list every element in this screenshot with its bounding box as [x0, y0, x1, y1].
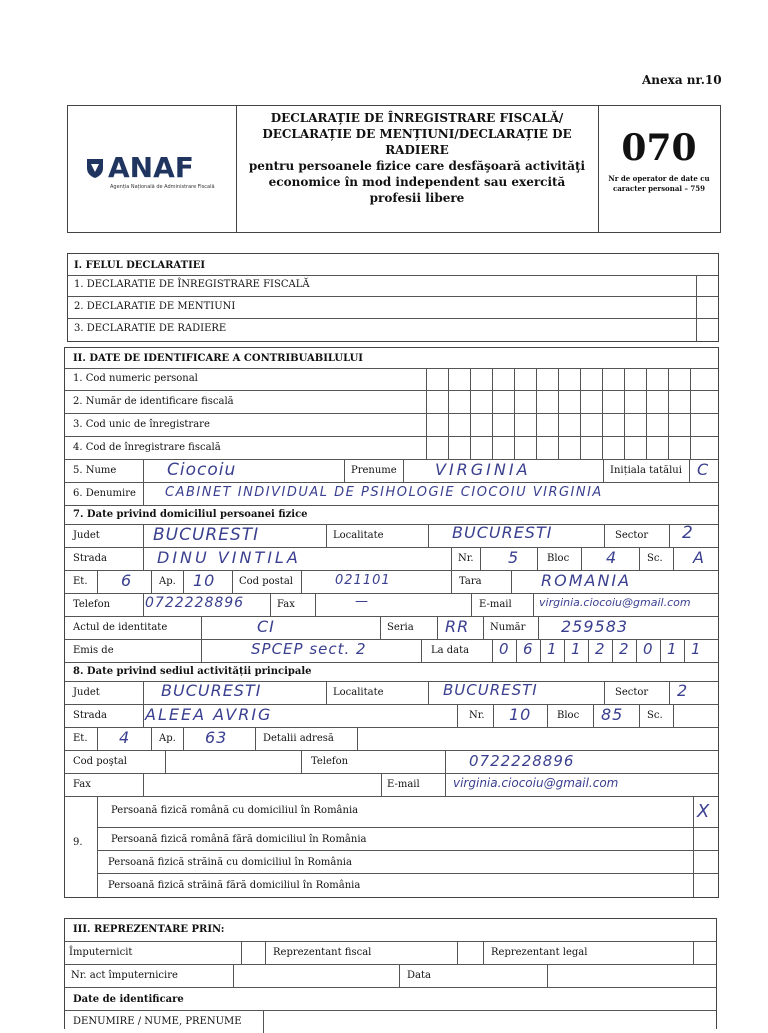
sediu-judet-field[interactable]: BUCURESTI — [161, 681, 262, 700]
section1-title: I. FELUL DECLARATIEI — [74, 260, 206, 271]
la-data-digit: 1 — [667, 640, 678, 658]
la-data-digit: 6 — [523, 640, 534, 658]
logo-cell — [68, 106, 237, 232]
tara-field[interactable]: ROMANIA — [541, 571, 632, 590]
declaration-type-row[interactable]: 2. DECLARATIE DE MENTIUNI — [68, 297, 718, 319]
section3-title: III. REPREZENTARE PRIN: — [73, 924, 225, 935]
item9-option[interactable]: Persoană fizică străină cu domiciliul în România — [97, 851, 718, 874]
sediu-localitate-field[interactable]: BUCURESTI — [443, 681, 538, 699]
item9-option[interactable]: Persoană fizică română cu domiciliul în România X — [97, 797, 718, 828]
sediu-ap-field[interactable]: 63 — [205, 728, 228, 747]
act-imputernicire-row: Nr. act împuternicire Data — [65, 965, 716, 988]
sediu-email-field[interactable]: virginia.ciocoiu@gmail.com — [453, 776, 619, 790]
sediu-sector-field[interactable]: 2 — [677, 681, 689, 700]
sediu-strada-field[interactable]: ALEEA AVRIG — [145, 705, 273, 724]
sediu-cod-postal-row: Cod poştal Telefon 0722228896 — [65, 751, 718, 774]
section-date-identificare — [64, 347, 719, 898]
reprezentare-tip-row: Împuternicit Reprezentant fiscal Reprezentant legal — [65, 942, 716, 965]
la-data-digit: 2 — [619, 640, 630, 658]
declaration-type-row[interactable]: 1. DECLARATIE DE ÎNREGISTRARE FISCALĂ — [68, 275, 718, 297]
form-subtitle: pentru persoanele fizice care desfăşoară activităţi economice în mod independent sau exercită profesii libere — [248, 159, 586, 205]
item9-option[interactable]: Persoană fizică română fără domiciliul în România — [97, 828, 718, 851]
la-data-digit: 1 — [691, 640, 702, 658]
code-cell — [598, 106, 720, 232]
la-data-digit: 0 — [499, 640, 510, 658]
domiciliu-telefon-row: Telefon 0722228896 Fax — E-mail virginia.ciocoiu@gmail.com — [65, 594, 718, 617]
annex-label: Anexa nr.10 — [642, 73, 722, 87]
sediu-nr-field[interactable]: 10 — [509, 705, 532, 724]
cif-row[interactable]: 4. Cod de înregistrare fiscală — [65, 437, 718, 460]
la-data-digit: 0 — [643, 640, 654, 658]
initiala-field[interactable]: C — [697, 460, 710, 479]
numar-field[interactable]: 259583 — [561, 617, 629, 636]
cod-postal-field[interactable]: 021101 — [335, 573, 391, 588]
strada-field[interactable]: DINU VINTILA — [157, 548, 301, 567]
cui-row[interactable]: 3. Cod unic de înregistrare — [65, 414, 718, 437]
denumire-reprezentant-row: DENUMIRE / NUME, PRENUME — [65, 1011, 716, 1033]
fax-field[interactable]: — — [355, 594, 369, 609]
code-digit-grid[interactable] — [426, 368, 712, 460]
sediu-fax-row: Fax E-mail virginia.ciocoiu@gmail.com — [65, 774, 718, 797]
form-title: DECLARAȚIE DE ÎNREGISTRARE FISCALĂ/ DECLARAȚIE DE MENȚIUNI/DECLARAȚIE DE RADIERE — [262, 111, 572, 157]
la-data-digit: 1 — [547, 640, 558, 658]
emis-de-row: Emis de SPCEP sect. 2 La data 0 6 1 1 2 2 0 1 1 — [65, 640, 718, 663]
sediu-strada-row: Strada ALEEA AVRIG Nr. 10 Bloc 85 Sc. — [65, 705, 718, 728]
logo-subtitle: Agenția Națională de Administrare Fiscală — [110, 184, 215, 190]
date-identificare-title: Date de identificare — [73, 994, 184, 1005]
la-data-digit: 1 — [571, 640, 582, 658]
nume-field[interactable]: Ciocoiu — [167, 460, 237, 480]
imputernicit-checkbox[interactable] — [265, 942, 266, 964]
nif-row[interactable]: 2. Număr de identificare fiscală — [65, 391, 718, 414]
et-field[interactable]: 6 — [121, 571, 133, 590]
declaration-type-row[interactable]: 3. DECLARATIE DE RADIERE — [74, 323, 227, 334]
sediu-title: 8. Date privind sediul activității principale — [73, 666, 312, 677]
item9-option[interactable]: Persoană fizică străină fără domiciliul în România — [108, 880, 361, 891]
form-header — [67, 105, 721, 233]
act-field[interactable]: CI — [257, 617, 275, 636]
anaf-logo — [86, 151, 194, 184]
sediu-bloc-field[interactable]: 85 — [601, 705, 624, 724]
ap-field[interactable]: 10 — [193, 571, 216, 590]
email-field[interactable]: virginia.ciocoiu@gmail.com — [539, 596, 691, 609]
sediu-telefon-field[interactable]: 0722228896 — [469, 752, 575, 770]
reprezentant-legal-checkbox[interactable] — [693, 942, 694, 964]
seria-field[interactable]: RR — [445, 617, 470, 636]
section-felul-declaratiei — [67, 253, 719, 342]
emis-field[interactable]: SPCEP sect. 2 — [251, 640, 367, 658]
nr-field[interactable]: 5 — [508, 548, 520, 567]
section2-title: II. DATE DE IDENTIFICARE A CONTRIBUABILULUI — [73, 353, 363, 364]
denumire-row: 6. Denumire CABINET INDIVIDUAL DE PSIHOLOGIE CIOCOIU VIRGINIA — [65, 483, 718, 506]
act-identitate-row: Actul de identitate CI Seria RR Număr 259583 — [65, 617, 718, 640]
reprezentant-fiscal-checkbox[interactable] — [483, 942, 484, 964]
sc-field[interactable]: A — [693, 548, 705, 567]
section-reprezentare — [64, 918, 717, 1029]
sediu-judet-row: Judet BUCURESTI Localitate BUCURESTI Sector 2 — [65, 682, 718, 705]
domiciliu-et-row: Et. 6 Ap. 10 Cod postal 021101 Tara ROMANIA — [65, 571, 718, 594]
judet-field[interactable]: BUCURESTI — [153, 525, 260, 545]
bloc-field[interactable]: 4 — [606, 548, 618, 567]
item9-block: 9. Persoană fizică română cu domiciliul în România X Persoană fizică română fără domiciliul în România Persoană fizică străină cu domiciliul în România Persoană fizică străină fără domiciliul în România — [65, 797, 718, 897]
sector-field[interactable]: 2 — [682, 523, 694, 543]
telefon-field[interactable]: 0722228896 — [145, 595, 245, 611]
cnp-row[interactable]: 1. Cod numeric personal — [65, 368, 718, 391]
sediu-et-row: Et. 4 Ap. 63 Detalii adresă — [65, 728, 718, 751]
domiciliu-strada-row: Strada DINU VINTILA Nr. 5 Bloc 4 Sc. A — [65, 548, 718, 571]
shield-icon — [86, 157, 104, 179]
form-code: 070 — [621, 127, 697, 169]
domiciliu-title: 7. Date privind domiciliul persoanei fizice — [73, 509, 308, 520]
sediu-et-field[interactable]: 4 — [119, 728, 131, 747]
localitate-field[interactable]: BUCURESTI — [452, 523, 553, 542]
title-cell — [236, 106, 599, 232]
domiciliu-judet-row: Judet BUCURESTI Localitate BUCURESTI Sector 2 — [65, 525, 718, 548]
denumire-field[interactable]: CABINET INDIVIDUAL DE PSIHOLOGIE CIOCOIU VIRGINIA — [165, 485, 603, 500]
logo-text: ANAF — [108, 151, 194, 184]
item9-check-mark: X — [697, 801, 711, 822]
nume-row: 5. Nume Ciocoiu Prenume VIRGINIA Inițiala tatălui C — [65, 460, 718, 483]
operator-note: Nr de operator de date cu caracter personal – 759 — [608, 174, 710, 193]
la-data-digit: 2 — [595, 640, 606, 658]
prenume-field[interactable]: VIRGINIA — [435, 460, 531, 479]
